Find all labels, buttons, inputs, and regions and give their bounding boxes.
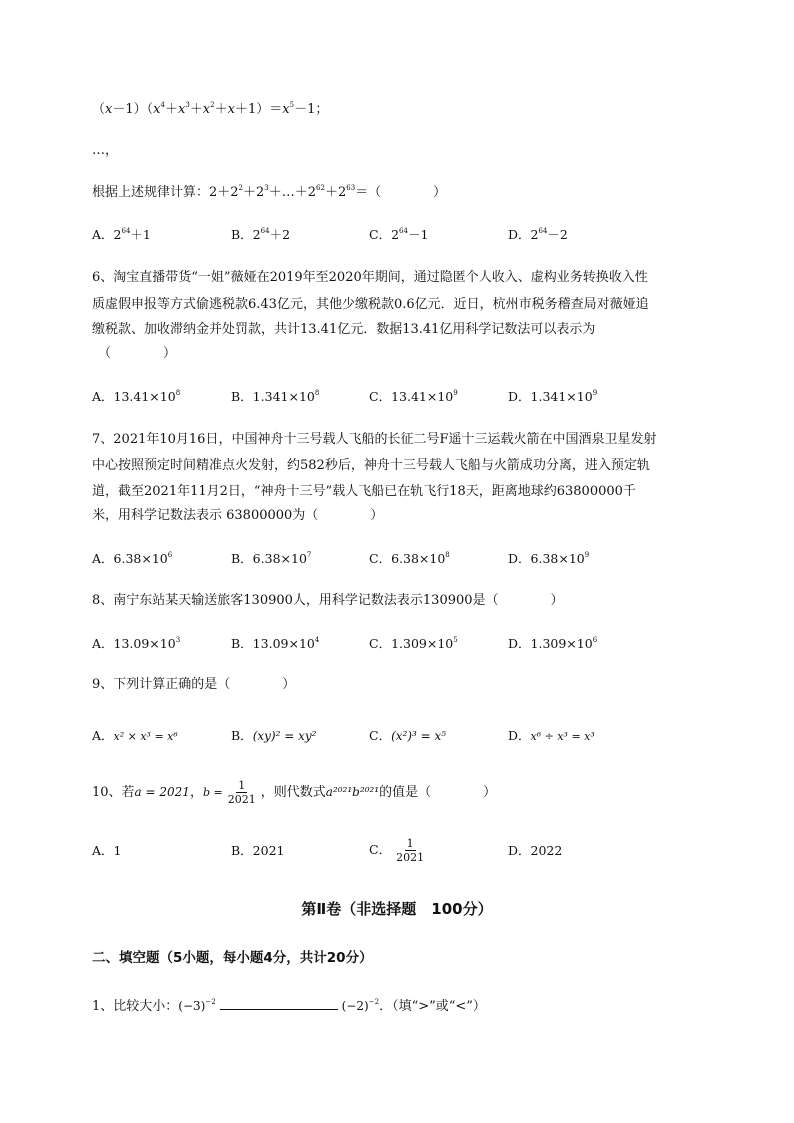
exponent: 3	[185, 101, 190, 109]
option-label: A．13.09×10	[92, 636, 176, 651]
text: ＋1）＝	[234, 102, 283, 117]
algebraic-expression: a²⁰²¹b²⁰²¹	[325, 785, 380, 799]
q7-option-b[interactable]	[231, 549, 311, 569]
option-label: A．2	[92, 227, 122, 242]
q9-option-b[interactable]	[231, 726, 316, 746]
exponent: 3	[264, 184, 269, 192]
exponent: 7	[306, 551, 312, 559]
option-label: A．	[92, 728, 114, 743]
q7-option-c[interactable]	[369, 549, 450, 569]
q7-line-1: 7、2021年10月16日，中国神舟十三号载人飞船的长征二号F遥十三运载火箭在中国酒泉卫星发射	[92, 432, 657, 447]
option-expr: (x²)³ = x⁵	[391, 729, 447, 743]
exponent: 8	[314, 389, 320, 397]
option-label: B．2021	[231, 843, 285, 858]
exponent: 64	[399, 227, 408, 235]
option-d[interactable]	[508, 225, 568, 245]
text: 1、比较大小：	[92, 999, 179, 1014]
option-label: D．2022	[508, 843, 563, 858]
q6-line-1: 6、淘宝直播带货“一姐”薇娅在2019年至2020年期间，通过隐匿个人收入、虚构业务转换收入性	[92, 270, 648, 285]
option-expr: (xy)² = xy²	[252, 729, 317, 743]
exponent: 6	[592, 636, 598, 644]
q6-option-d[interactable]	[508, 387, 597, 407]
denominator: 2021	[227, 793, 256, 806]
text: ＋	[164, 102, 178, 117]
exponent: −2	[205, 998, 216, 1006]
text: ，	[189, 785, 203, 800]
q7-line-2: 中心按照预定时间精准点火发射，约582秒后，神舟十三号载人飞船与火箭成功分离，进入预定轨	[92, 458, 650, 473]
exponent: 3	[175, 636, 181, 644]
q7-option-a[interactable]	[92, 549, 172, 569]
text: ．（填“>”或“<”）	[379, 999, 486, 1014]
option-label: B．	[231, 728, 253, 743]
exponent: 2	[238, 184, 244, 192]
q7-option-d[interactable]	[508, 549, 589, 569]
option-label: D．	[508, 728, 531, 743]
option-label: A．1	[92, 843, 122, 858]
exponent: 9	[592, 389, 598, 397]
q10-option-b[interactable]	[231, 841, 285, 861]
q8-option-d[interactable]	[508, 634, 597, 654]
q6-line-4: （ ）	[98, 346, 177, 361]
option-a[interactable]	[92, 225, 151, 245]
q10-option-c[interactable]	[369, 832, 429, 868]
fraction	[394, 837, 426, 864]
exponent: 63	[346, 184, 356, 192]
option-tail: ＋2	[269, 227, 291, 242]
exponent: 64	[121, 227, 131, 235]
option-label: C．13.41×10	[369, 389, 454, 404]
var-x: x	[227, 102, 235, 117]
exponent: 6	[167, 551, 173, 559]
var-x: x	[105, 102, 113, 117]
text: ＋2	[243, 185, 265, 200]
option-label: C．6.38×10	[369, 551, 446, 566]
text: －1）（	[112, 102, 154, 117]
var-x: x	[282, 102, 290, 117]
text: ＋…＋2	[268, 185, 317, 200]
option-expr: x⁶ ÷ x³ = x³	[530, 730, 595, 743]
answer-blank[interactable]	[220, 997, 338, 1010]
option-b[interactable]	[231, 225, 290, 245]
q8-option-c[interactable]	[369, 634, 458, 654]
option-label: A．6.38×10	[92, 551, 168, 566]
text: 根据上述规律计算：2＋2	[92, 185, 239, 200]
q9-option-d[interactable]	[508, 726, 595, 747]
exponent: 5	[289, 101, 295, 109]
q9-option-a[interactable]	[92, 726, 178, 747]
equation-a: a = 2021	[134, 785, 190, 799]
left-expression: (−3)	[178, 999, 206, 1013]
q6-option-c[interactable]	[369, 387, 458, 407]
fill-q1	[92, 996, 486, 1017]
identity-line	[92, 100, 328, 120]
option-label: D．1.341×10	[508, 389, 593, 404]
text: ，则代数式	[260, 785, 326, 800]
option-label: B．6.38×10	[231, 551, 307, 566]
q8-line-1: 8、南宁东站某天输送旅客130900人，用科学记数法表示130900是（ ）	[92, 593, 564, 608]
ellipsis-line: …，	[92, 143, 119, 158]
text: －1；	[294, 102, 329, 117]
var-x: x	[153, 102, 161, 117]
exponent: 4	[160, 101, 165, 109]
exponent: 64	[260, 227, 270, 235]
exponent: 8	[445, 551, 450, 559]
text: ＋	[214, 102, 228, 117]
q10-option-a[interactable]	[92, 841, 121, 861]
equation-b: b =	[202, 786, 223, 799]
q6-line-3: 缴税款、加收滞纳金并处罚款，共计13.41亿元．数据13.41亿用科学记数法可以表示为	[92, 322, 596, 337]
q8-option-b[interactable]	[231, 634, 319, 654]
option-tail: ＋1	[130, 227, 151, 242]
option-label: C．	[369, 728, 392, 743]
text: 的值是（ ）	[379, 785, 497, 800]
right-expression: (−2)	[341, 999, 369, 1013]
text: ＋	[189, 102, 203, 117]
exponent: 9	[584, 551, 590, 559]
q10-option-d[interactable]	[508, 841, 562, 861]
text: ＝（ ）	[355, 185, 447, 200]
text: （	[92, 102, 106, 117]
exponent: 2	[210, 101, 215, 109]
text: 10、若	[92, 785, 135, 800]
option-label: D．1.309×10	[508, 636, 593, 651]
denominator: 2021	[396, 851, 425, 864]
q6-line-2: 质虚假申报等方式偷逃税款6.43亿元，其他少缴税款0.6亿元．近日，杭州市税务稽查局对薇娅追	[92, 297, 649, 312]
exponent: 64	[538, 227, 548, 235]
option-label: B．13.09×10	[231, 636, 315, 651]
text: ＋2	[324, 185, 347, 200]
option-label: D．6.38×10	[508, 551, 585, 566]
section-subtitle: 二、填空题（5小题，每小题4分，共计20分）	[92, 950, 373, 966]
q7-line-3: 道，截至2021年11月2日，“神舟十三号”载人飞船已在轨飞行18天，距离地球约63800000千	[92, 484, 636, 499]
option-label: C．2	[369, 227, 400, 242]
exponent: −2	[368, 998, 380, 1006]
option-label: B．1.341×10	[231, 389, 315, 404]
option-label: C．	[369, 842, 392, 857]
exponent: 8	[175, 389, 181, 397]
q10-line-1	[92, 777, 496, 808]
option-expr: x² × x³ = x⁶	[113, 730, 178, 743]
q9-line-1: 9、下列计算正确的是（ ）	[92, 677, 296, 692]
q9-option-c[interactable]	[369, 726, 446, 746]
exponent: 5	[453, 636, 458, 644]
q8-option-a[interactable]	[92, 634, 180, 654]
q7-line-4: 米，用科学记数法表示 63800000为（ ）	[92, 508, 384, 523]
var-x: x	[177, 102, 186, 117]
exponent: 9	[453, 389, 458, 397]
exponent: 62	[316, 184, 325, 192]
option-c[interactable]	[369, 225, 428, 245]
numerator: 1	[406, 837, 414, 850]
rule-question	[92, 183, 446, 203]
exponent: 4	[314, 636, 320, 644]
option-label: D．2	[508, 227, 539, 242]
option-label: A．13.41×10	[92, 389, 176, 404]
q6-option-a[interactable]	[92, 387, 180, 407]
option-tail: －1	[407, 227, 429, 242]
numerator: 1	[238, 779, 246, 792]
q6-option-b[interactable]	[231, 387, 319, 407]
fraction	[226, 779, 258, 806]
var-x: x	[202, 102, 211, 117]
option-tail: －2	[547, 227, 568, 242]
section-title: 第Ⅱ卷（非选择题 100分）	[301, 900, 493, 918]
option-label: B．2	[231, 227, 261, 242]
option-label: C．1.309×10	[369, 636, 454, 651]
